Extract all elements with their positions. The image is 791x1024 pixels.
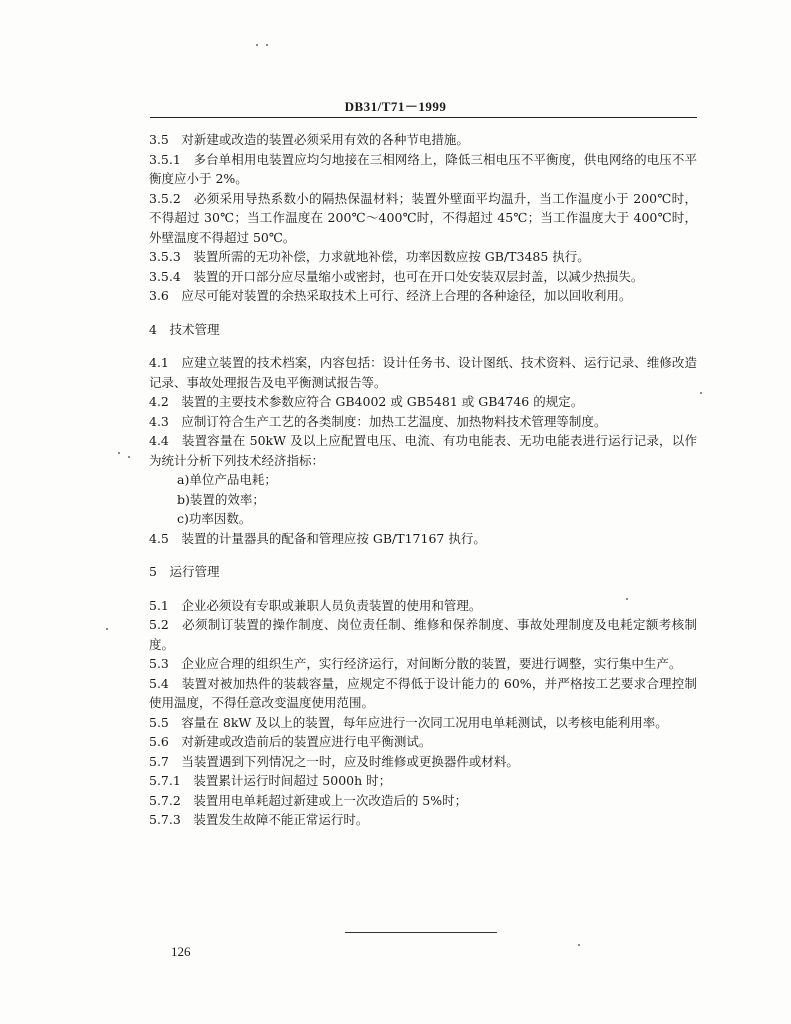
list-item: a)单位产品电耗； [177,472,277,487]
clause-5-5: 5.5 容量在 8kW 及以上的装置，每年应进行一次同工况用电单耗测试，以考核电能利用率。 [149,714,668,730]
clause-5-1: 5.1 企业必须设有专职或兼职人员负责装置的使用和管理。 [149,597,482,613]
clause-5-7-1: 5.7.1 装置累计运行时间超过 5000h 时； [149,773,392,788]
clause-3-6: 3.6 应尽可能对装置的余热采取技术上可行、经济上合理的各种途径，加以回收利用。 [149,288,632,303]
footer-rule [345,932,497,933]
clause-3-5-1: 3.5.1 多台单相用电装置应均匀地接在三相网络上，降低三相电压不平衡度，供电网络的电压不平衡度应小于 2%。 [149,151,697,186]
clause-4-3: 4.3 应制订符合生产工艺的各类制度：加热工艺温度、加热物料技术管理等制度。 [149,413,607,429]
clause-5-6: 5.6 对新建或改造前后的装置应进行电平衡测试。 [149,734,432,749]
clause-5-3: 5.3 企业应合理的组织生产，实行经济运行，对间断分散的装置，要进行调整，实行集中生产。 [149,656,682,671]
clause-5-7-3: 5.7.3 装置发生故障不能正常运行时。 [149,812,369,827]
scan-speck [118,452,120,454]
header-rule [150,117,697,118]
page-number: 126 [171,944,191,959]
clause-3-5-2: 3.5.2 必须采用导热系数小的隔热保温材料；装置外壁面平均温升，当工作温度小于 200℃时，不得超过 30℃；当工作温度在 200℃～400℃时，不得超过 45℃；当工作温度大于 400℃时，外壁温度不得超过 50℃。 [149,190,697,245]
scan-speck [106,628,108,630]
document-body [149,130,697,830]
clause-3-5: 3.5 对新建或改造的装置必须采用有效的各种节电措施。 [149,132,469,147]
clause-4-1: 4.1 应建立装置的技术档案，内容包括：设计任务书、设计图纸、技术资料、运行记录、维修改造记录、事故处理报告及电平衡测试报告等。 [149,355,697,390]
section-5-title: 5 运行管理 [149,564,220,579]
section-4-title: 4 技术管理 [149,321,220,337]
standard-code-header: DB31/T71－1999 [344,99,447,114]
clause-4-4: 4.4 装置容量在 50kW 及以上应配置电压、电流、有功电能表、无功电能表进行运行记录，以作为统计分析下列技术经济指标： [149,433,697,468]
clause-4-2: 4.2 装置的主要技术参数应符合 GB4002 或 GB5481 或 GB4746 的规定。 [149,394,584,409]
clause-3-5-4: 3.5.4 装置的开口部分应尽量缩小或密封，也可在开口处安装双层封盖，以减少热损失。 [149,268,644,284]
list-item: c)功率因数。 [177,511,252,526]
clause-5-2: 5.2 必须制订装置的操作制度、岗位责任制、维修和保养制度、事故处理制度及电耗定额考核制度。 [149,617,697,652]
scan-speck [266,44,268,46]
clause-5-7: 5.7 当装置遇到下列情况之一时，应及时维修或更换器件或材料。 [149,753,519,769]
scan-speck [626,598,628,600]
list-item: b)装置的效率； [177,491,265,507]
clause-4-5: 4.5 装置的计量器具的配备和管理应按 GB/T17167 执行。 [149,530,486,546]
scan-speck [700,392,702,394]
scan-speck [128,456,130,458]
clause-5-7-2: 5.7.2 装置用电单耗超过新建或上一次改造后的 5%时； [149,792,468,808]
scan-speck [578,944,580,946]
clause-3-5-3: 3.5.3 装置所需的无功补偿，力求就地补偿，功率因数应按 GB/T3485 执行。 [149,249,590,264]
clause-5-4: 5.4 装置对被加热件的装载容量，应规定不得低于设计能力的 60%，并严格按工艺要求合理控制使用温度，不得任意改变温度使用范围。 [149,675,697,710]
scan-speck [256,44,258,46]
